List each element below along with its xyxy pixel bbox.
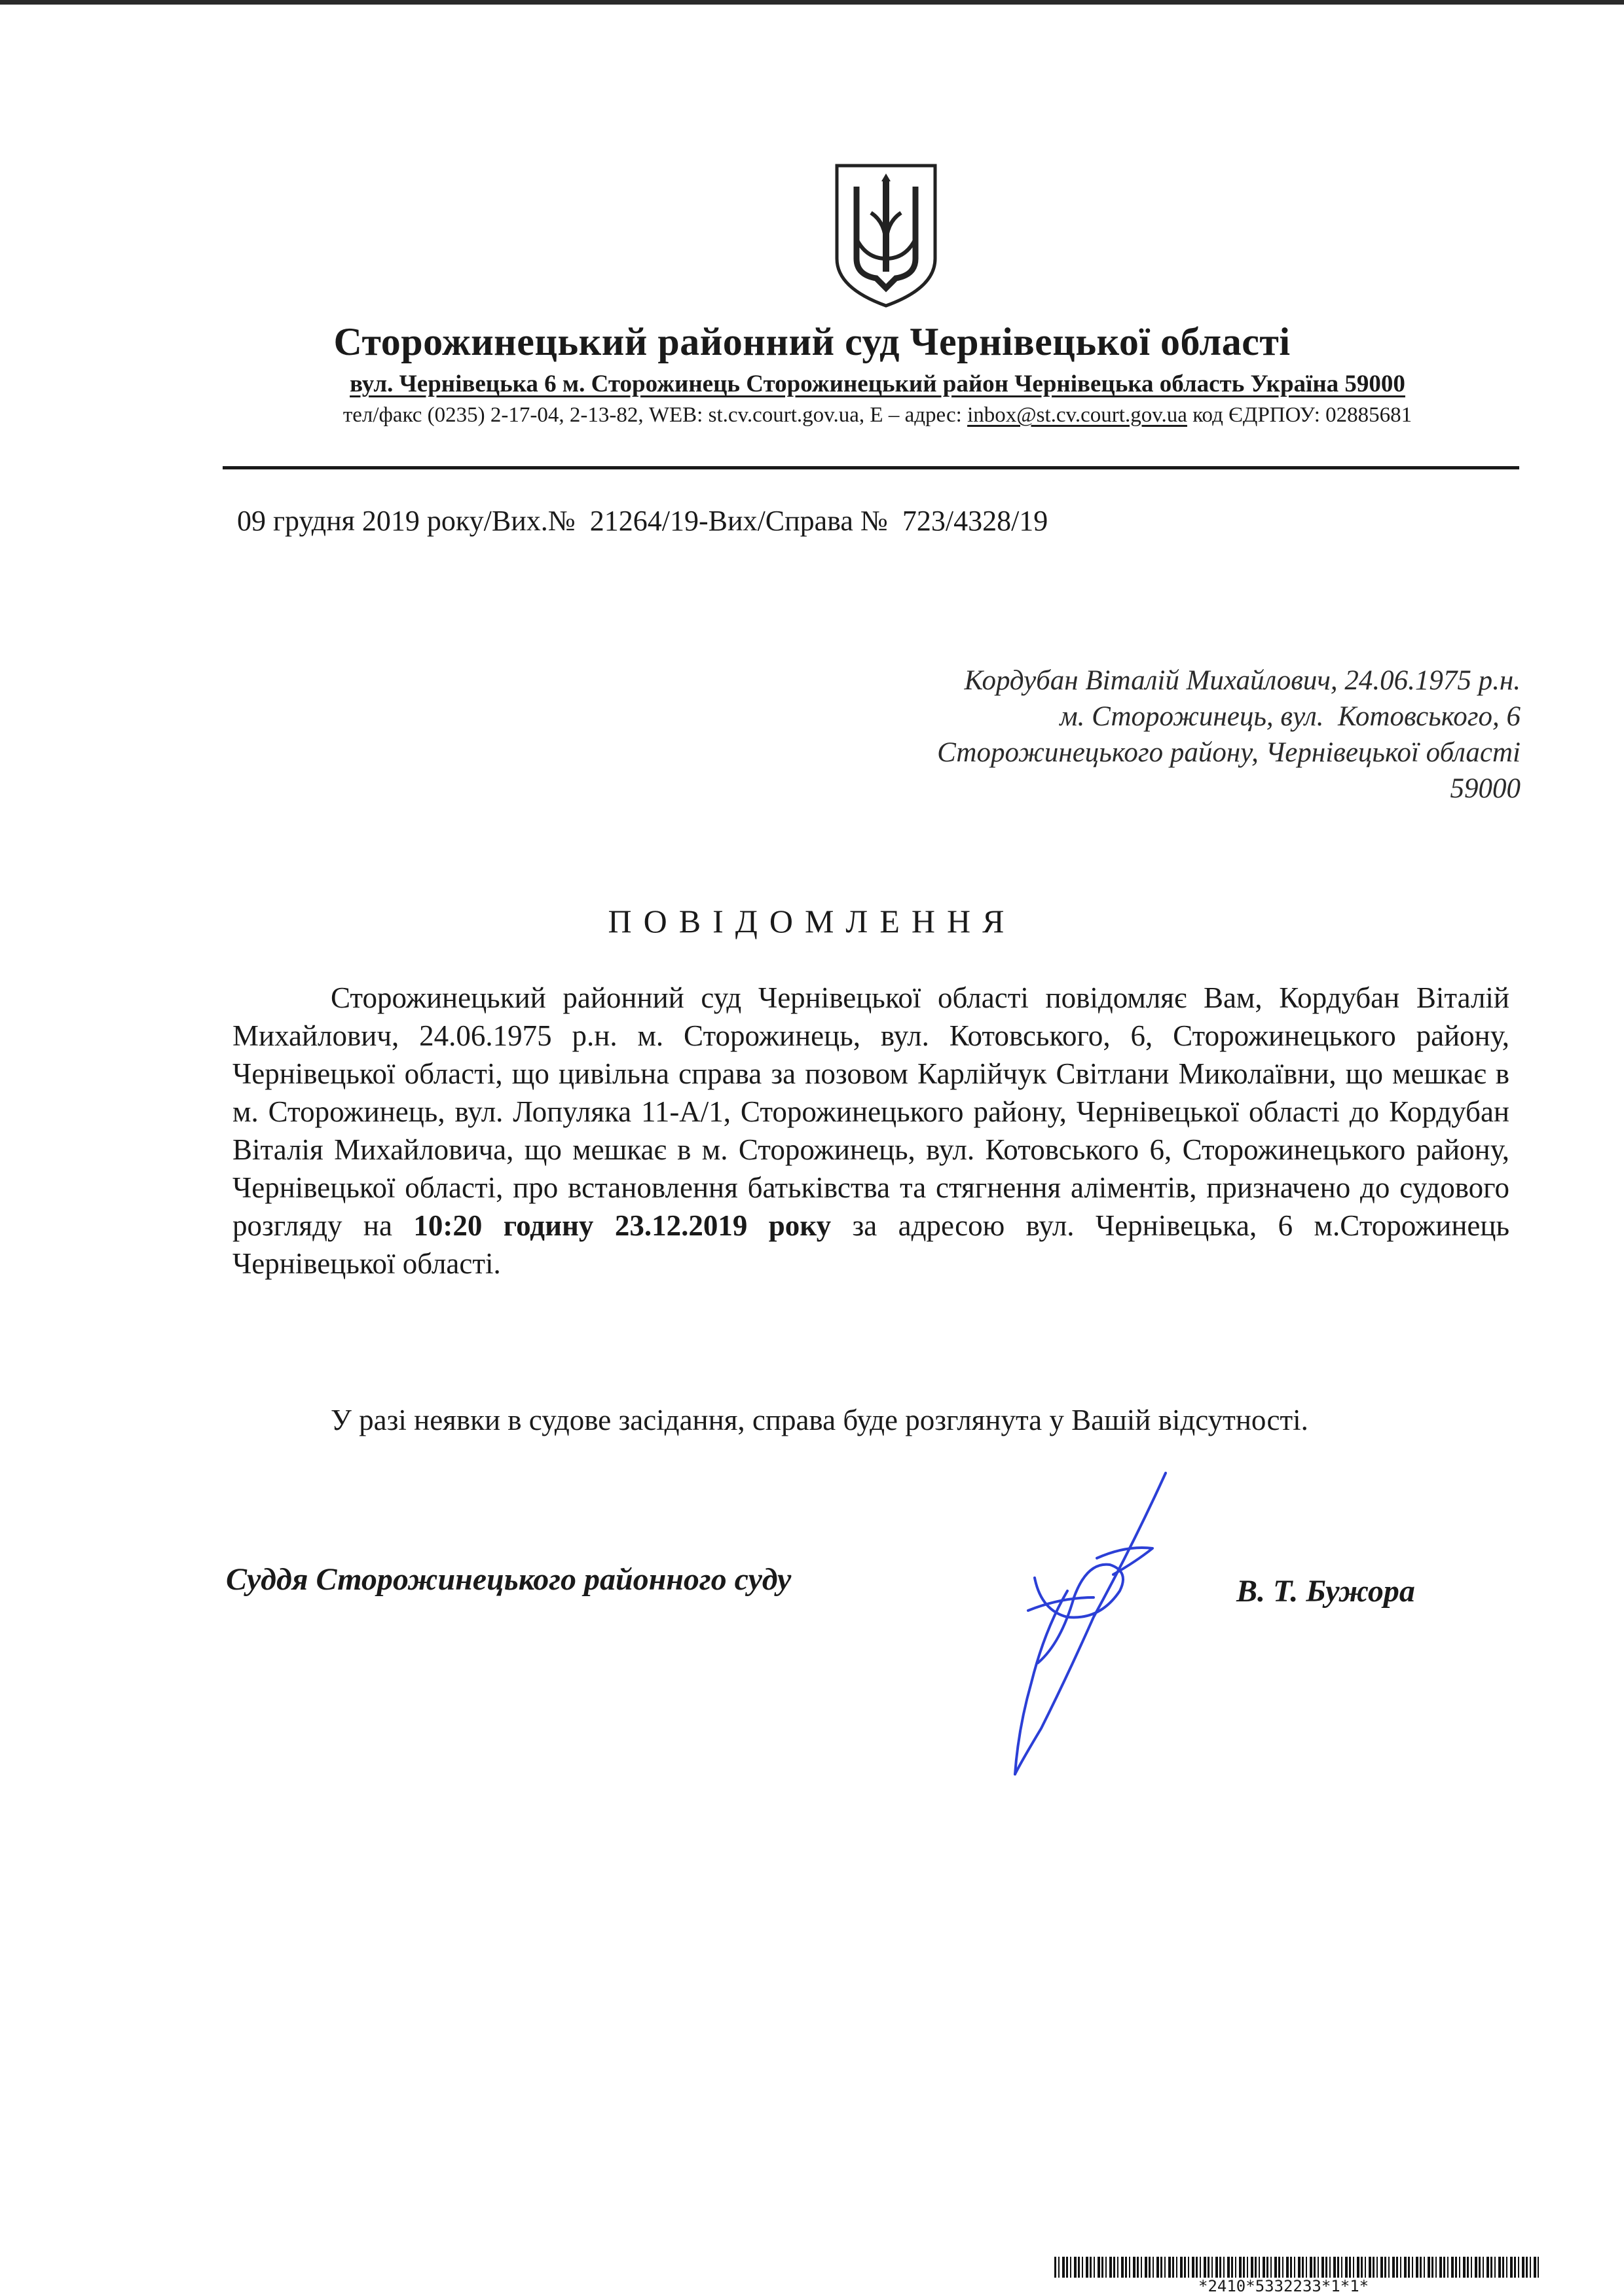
header-divider xyxy=(223,466,1519,469)
judge-name: В. Т. Бужора xyxy=(1236,1574,1415,1609)
hearing-datetime: 10:20 годину 23.12.2019 року xyxy=(413,1209,832,1242)
court-contacts xyxy=(170,403,1585,428)
court-email-link[interactable]: inbox@st.cv.court.gov.ua xyxy=(967,403,1187,427)
absence-note: У разі неявки в судове засідання, справа буде розглянута у Вашій відсутності. xyxy=(331,1404,1308,1436)
contacts-prefix: тел/факс (0235) 2-17-04, 2-13-82, WEB: st.cv.court.gov.ua, Е – адрес: xyxy=(342,403,968,427)
outgoing-reference: 09 грудня 2019 року/Вих.№ 21264/19-Вих/Справа № 723/4328/19 xyxy=(237,505,1048,537)
recipient-postcode: 59000 xyxy=(1450,773,1521,804)
court-address: вул. Чернівецька 6 м. Сторожинець Сторожинецький район Чернівецька область Україна 59000 xyxy=(350,371,1405,397)
notice-body xyxy=(232,979,1509,1283)
recipient-district: Сторожинецького району, Чернівецької області xyxy=(937,737,1521,768)
notice-body-part1: Сторожинецький районний суд Чернівецької області повідомляє Вам, Кордубан Віталій Михайлович, 24.06.1975 р.н. м. Сторожинець, вул. Котовського, 6, Сторожинецького району, Чернівецької області, що цивільна справа за позовом Карлійчук Світлани Миколаївни, що мешкає в м. Сторожинець, вул. Лопуляка 11-А/1, Сторожинецького району, Чернівецької області до Кордубан Віталія Михайловича, що мешкає в м. Сторожинець, вул. Котовського 6, Сторожинецького району, Чернівецької області, про встановлення батьківства та стягнення аліментів, призначено до судового розгляду на xyxy=(232,981,1509,1242)
barcode-number: *2410*5332233*1*1* xyxy=(1198,2277,1369,2295)
signature-mark xyxy=(969,1467,1244,1781)
document-title: ПОВІДОМЛЕННЯ xyxy=(608,903,1016,939)
recipient-block xyxy=(604,663,1521,807)
recipient-street: м. Сторожинець, вул. Котовського, 6 xyxy=(1060,701,1521,732)
notice-body-part2: за адресою вул. Чернівецька, 6 м.Сторожинець Чернівецької області. xyxy=(232,1209,1509,1280)
contacts-suffix: код ЄДРПОУ: 02885681 xyxy=(1187,403,1412,427)
coat-of-arms-icon xyxy=(830,160,942,311)
court-name: Сторожинецький районний суд Чернівецької області xyxy=(333,320,1291,363)
barcode xyxy=(1054,2257,1539,2278)
recipient-name: Кордубан Віталій Михайлович, 24.06.1975 р.н. xyxy=(964,665,1521,696)
scan-edge xyxy=(0,0,1624,5)
judge-position: Суддя Сторожинецького районного суду xyxy=(226,1562,792,1597)
